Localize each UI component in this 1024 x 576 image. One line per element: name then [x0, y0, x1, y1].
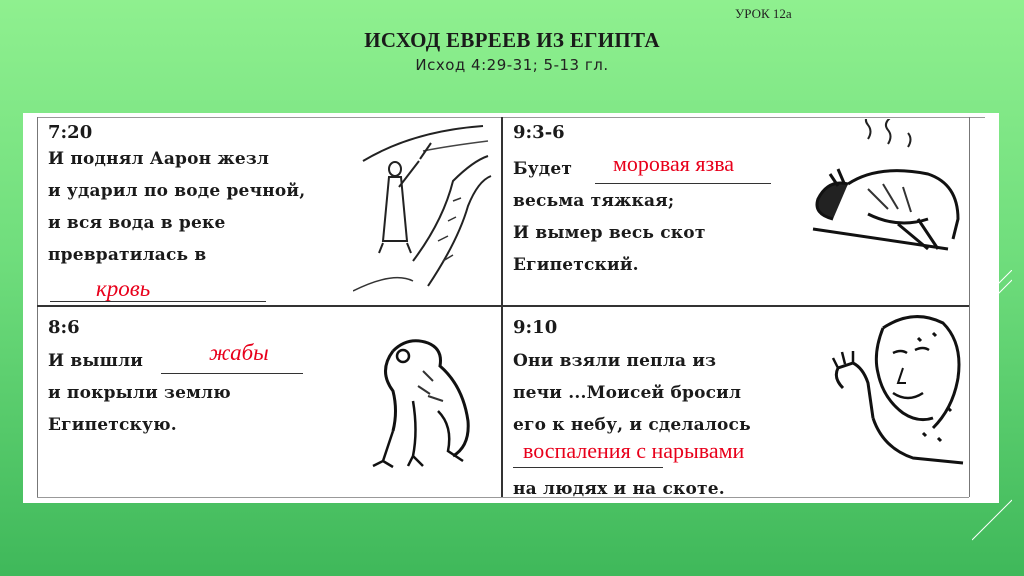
answer-text: моровая язва	[613, 151, 735, 176]
boils-man-icon	[823, 308, 968, 468]
verse-line: Они взяли пепла из	[513, 351, 717, 371]
lesson-label: УРОК 12а	[735, 6, 792, 21]
plagues-table	[23, 113, 999, 503]
verse-ref: 9:10	[513, 317, 558, 338]
answer-text: кровь	[96, 276, 151, 301]
verse-line: И вымер весь скот	[513, 223, 706, 243]
verse-line: и ударил по воде речной,	[48, 181, 306, 201]
verse-line: Египетский.	[513, 255, 639, 275]
verse-line: И вышли	[48, 351, 144, 371]
page-subtitle: Исход 4:29-31; 5-13 гл.	[415, 56, 609, 74]
verse-ref: 8:6	[48, 317, 80, 338]
verse-line: и вся вода в реке	[48, 213, 226, 233]
answer-text: воспаления с нарывами	[523, 438, 745, 463]
dying-cattle-icon	[808, 119, 968, 269]
verse-line: Египетскую.	[48, 415, 177, 435]
verse-line: превратилась в	[48, 245, 207, 265]
verse-line: И поднял Аарон жезл	[48, 149, 270, 169]
answer-blank	[50, 283, 266, 302]
verse-line: и покрыли землю	[48, 383, 231, 403]
verse-ref: 9:3-6	[513, 122, 565, 143]
moses-river-icon	[353, 121, 493, 293]
frog-icon	[368, 331, 488, 471]
verse-line: на людях и на скоте.	[513, 479, 725, 499]
page-title: ИСХОД ЕВРЕЕВ ИЗ ЕГИПТА	[364, 28, 660, 52]
verse-line: Будет	[513, 159, 573, 179]
answer-text: жабы	[209, 340, 269, 365]
verse-line: весьма тяжкая;	[513, 191, 675, 211]
verse-line: печи ...Моисей бросил	[513, 383, 742, 403]
verse-ref: 7:20	[48, 122, 93, 143]
verse-line: его к небу, и сделалось	[513, 415, 751, 435]
